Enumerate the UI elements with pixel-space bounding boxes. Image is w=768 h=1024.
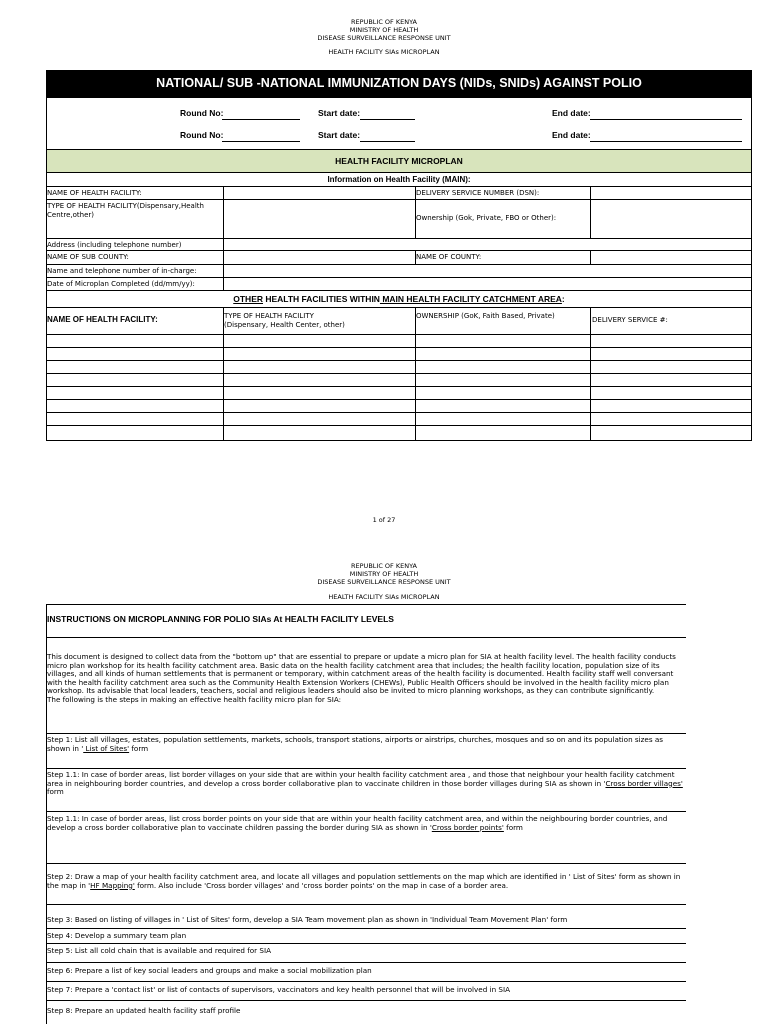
other-col-type: TYPE OF HEALTH FACILITY (Dispensary, Health Center, other)	[224, 312, 345, 329]
end-date-field-2[interactable]	[590, 141, 742, 142]
step-5: Step 5: List all cold chain that is available and required for SIA	[47, 946, 272, 955]
step-1-1-points: Step 1.1: In case of border areas, list cross border points on your side that are within your health facility catchment area, and within the neighbouring border countries, and develop a cross border collaborative plan to vaccinate children passing the border during SIA as shown in 'Cross border points' form	[47, 814, 668, 832]
incharge-label: Name and telephone number of in-charge:	[47, 267, 197, 275]
header2-ministry: MINISTRY OF HEALTH	[349, 570, 419, 578]
county-label: NAME OF COUNTY:	[416, 253, 482, 261]
step-2: Step 2: Draw a map of your health facility catchment area, and locate all villages and population settlements on the map which are identified in ' List of Sites' form as shown in the map in 'HF Mapping' form. Also include 'Cross border villages' and 'cross border points' on the map in case of a border area.	[47, 872, 681, 890]
round-no-field-1[interactable]	[222, 119, 300, 120]
header2-unit: DISEASE SURVEILLANCE RESPONSE UNIT	[317, 578, 451, 586]
step-4: Step 4: Develop a summary team plan	[47, 931, 187, 940]
list-of-sites-link[interactable]: List of Sites'	[83, 743, 130, 753]
hf-mapping-link[interactable]: HF Mapping'	[90, 880, 135, 890]
microplan-date-label: Date of Microplan Completed (dd/mm/yy):	[47, 280, 195, 288]
instructions-title: INSTRUCTIONS ON MICROPLANNING FOR POLIO SIAs At HEALTH FACILITY LEVELS	[47, 614, 394, 624]
end-date-label-2: End date:	[552, 130, 591, 140]
form-title: NATIONAL/ SUB -NATIONAL IMMUNIZATION DAYS (NIDs, SNIDs) AGAINST POLIO	[46, 70, 752, 97]
info-heading: Information on Health Facility (MAIN):	[327, 175, 471, 184]
page1-header	[0, 18, 768, 56]
page-number: 1 of 27	[372, 516, 396, 524]
header-republic: REPUBLIC OF KENYA	[351, 18, 417, 26]
facility-name-label: NAME OF HEALTH FACILITY:	[47, 189, 142, 197]
step-8: Step 8: Prepare an updated health facility staff profile	[47, 1006, 241, 1015]
other-facilities-heading: OTHER HEALTH FACILITIES WITHIN MAIN HEALTH FACILITY CATCHMENT AREA:	[233, 294, 565, 304]
round-label-2: Round No:	[180, 130, 224, 140]
intro-paragraph: This document is designed to collect data from the "bottom up" that are essential to prepare or update a micro plan for SIA at health facility level. The health facility conducts micro plan workshop for its health facility catchment area. Basic data on the health facility catchment area that includes; the health facility location, population size of its villages, and all kinds of human settlements that is permanent or temporary, within catchment areas of the health facility is documented. Health facility staff well conversant with the health facility catchment area such as the Community Health Extension Workers (CHEWs), Public Health Officers should be involved in the health facility micro plan workshop. Its advisable that local leaders, teachers, social and religious leaders should also be invited to micro planning workshops, as they can contribute significantly. The following is the steps in making an effective health facility micro plan for SIA:	[47, 652, 676, 704]
end-date-label-1: End date:	[552, 108, 591, 118]
header-unit: DISEASE SURVEILLANCE RESPONSE UNIT	[317, 34, 451, 42]
other-col-dsn: DELIVERY SERVICE #:	[592, 316, 668, 324]
cross-border-villages-link[interactable]: Cross border villages'	[605, 778, 683, 788]
header2-doc-title: HEALTH FACILITY SIAs MICROPLAN	[328, 593, 440, 601]
dsn-label: DELIVERY SERVICE NUMBER (DSN):	[416, 189, 540, 197]
round-no-field-2[interactable]	[222, 141, 300, 142]
other-col-ownership: OWNERSHIP (GoK, Faith Based, Private)	[416, 312, 555, 320]
start-date-field-2[interactable]	[360, 141, 415, 142]
ownership-label: Ownership (Gok, Private, FBO or Other):	[416, 214, 557, 222]
header-doc-title: HEALTH FACILITY SIAs MICROPLAN	[328, 48, 440, 56]
microplan-heading: HEALTH FACILITY MICROPLAN	[335, 156, 463, 166]
start-date-field-1[interactable]	[360, 119, 415, 120]
cross-border-points-link[interactable]: Cross border points'	[431, 822, 504, 832]
other-col-name: NAME OF HEALTH FACILITY:	[47, 315, 158, 324]
round-label-1: Round No:	[180, 108, 224, 118]
address-label: Address (including telephone number)	[47, 241, 182, 249]
subcounty-label: NAME OF SUB COUNTY:	[47, 253, 129, 261]
facility-type-label: TYPE OF HEALTH FACILITY(Dispensary,Health Centre,other)	[47, 202, 204, 219]
end-date-field-1[interactable]	[590, 119, 742, 120]
start-date-label-1: Start date:	[318, 108, 361, 118]
step-1: Step 1: List all villages, estates, population settlements, markets, schools, transport stations, airports or airstrips, churches, mosques and so on and its population sizes as shown in ' List of Sites' form	[47, 735, 664, 753]
start-date-label-2: Start date:	[318, 130, 361, 140]
step-1-1-villages: Step 1.1: In case of border areas, list border villages on your side that are within your health facility catchment area , and those that neighbour your health facility catchment area in neighbouring border countries, and develop a cross border collaborative plan to vaccinate children in those border villages during SIA as shown in 'Cross border villages' form	[47, 770, 683, 797]
header2-republic: REPUBLIC OF KENYA	[351, 562, 417, 570]
step-6: Step 6: Prepare a list of key social leaders and groups and make a social mobilization plan	[47, 966, 372, 975]
step-3: Step 3: Based on listing of villages in ' List of Sites' form, develop a SIA Team movement plan as shown in 'Individual Team Movement Plan' form	[47, 915, 568, 924]
step-7: Step 7: Prepare a 'contact list' or list of contacts of supervisors, vaccinators and key health personnel that will be involved in SIA	[47, 985, 511, 994]
page2-header	[0, 562, 768, 601]
header-ministry: MINISTRY OF HEALTH	[349, 26, 419, 34]
